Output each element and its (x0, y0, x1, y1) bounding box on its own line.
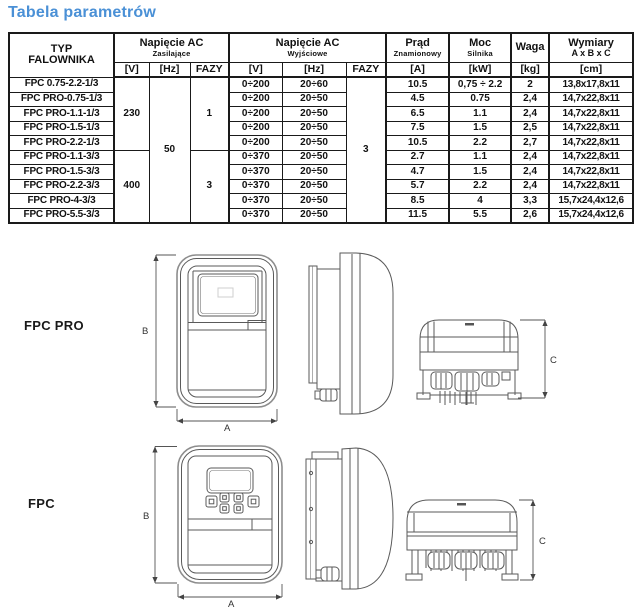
table-row: FPC PRO-5.5-3/3 0÷370 20÷50 11.5 5.5 2,6 15,7x24,4x12,6 (9, 208, 633, 223)
inverter-type: FPC PRO-1.5-3/3 (9, 165, 114, 180)
input-phases-3: 3 (190, 150, 229, 223)
table-row: FPC PRO-1.1-1/3 0÷200 20÷50 6.5 1.1 2,4 14,7x22,8x11 (9, 107, 633, 122)
fpc-front-view (178, 446, 282, 583)
inverter-type: FPC PRO-2.2-1/3 (9, 136, 114, 151)
output-phases-3: 3 (346, 77, 386, 223)
inverter-type: FPC PRO-1.5-1/3 (9, 121, 114, 136)
unit-power: [kW] (449, 63, 511, 78)
inverter-type: FPC 0.75-2.2-1/3 (9, 77, 114, 92)
dim-c-label: C (550, 355, 557, 366)
inverter-type: FPC PRO-0.75-1/3 (9, 92, 114, 107)
page-title: Tabela parametrów (8, 4, 157, 21)
fpc-dimension-b (143, 447, 177, 584)
input-frequency-50: 50 (149, 77, 190, 223)
unit-output-hz: [Hz] (282, 63, 346, 78)
fpc-dimension-c (519, 500, 546, 580)
fpc-pro-label: FPC PRO (24, 318, 84, 333)
fpc-keypad (206, 493, 259, 513)
col-header-output-voltage: Napięcie AC Wyjściowe (229, 33, 386, 63)
unit-weight: [kg] (511, 63, 549, 78)
input-voltage-230: 230 (114, 77, 149, 150)
col-header-power: Moc Silnika (449, 33, 511, 63)
fpc-label: FPC (28, 496, 55, 511)
table-row: FPC PRO-1.5-1/3 0÷200 20÷50 7.5 1.5 2,5 14,7x22,8x11 (9, 121, 633, 136)
unit-dimensions: [cm] (549, 63, 633, 78)
fpc-pro-bottom-view (417, 320, 521, 405)
fpc-technical-drawing (140, 443, 560, 609)
inverter-type: FPC PRO-1.1-3/3 (9, 150, 114, 165)
dim-a-label: A (228, 599, 235, 609)
inverter-type: FPC PRO-4-3/3 (9, 194, 114, 209)
input-phases-1: 1 (190, 77, 229, 150)
fpc-side-view (306, 448, 393, 589)
col-header-input-voltage: Napięcie AC Zasilające (114, 33, 229, 63)
col-header-weight: Waga (511, 33, 549, 63)
unit-current: [A] (386, 63, 449, 78)
fpc-pro-dimension-c (518, 320, 557, 398)
fpc-bottom-view (406, 500, 518, 581)
dim-a-label: A (224, 423, 231, 432)
dim-c-label: C (539, 536, 546, 547)
col-header-current: Prąd Znamionowy (386, 33, 449, 63)
fpc-pro-technical-drawing (140, 245, 560, 432)
inverter-type: FPC PRO-5.5-3/3 (9, 208, 114, 223)
table-row: FPC PRO-4-3/3 0÷370 20÷50 8.5 4 3,3 15,7x24,4x12,6 (9, 194, 633, 209)
dim-b-label: B (142, 326, 149, 337)
fpc-pro-front-view (177, 255, 277, 407)
fpc-pro-side-view (309, 253, 393, 414)
input-voltage-400: 400 (114, 150, 149, 223)
inverter-type: FPC PRO-1.1-1/3 (9, 107, 114, 122)
table-row: FPC PRO-1.5-3/3 0÷370 20÷50 4.7 1.5 2,4 14,7x22,8x11 (9, 165, 633, 180)
unit-output-fazy: FAZY (346, 63, 386, 78)
inverter-type: FPC PRO-2.2-3/3 (9, 179, 114, 194)
fpc-pro-dimension-a (177, 409, 277, 432)
table-row: FPC 0.75-2.2-1/3 230 50 1 0÷200 20÷60 3 10.5 0,75 ÷ 2.2 2 13,8x17,8x11 (9, 77, 633, 92)
parameters-table (8, 32, 634, 224)
table-row: FPC PRO-2.2-1/3 0÷200 20÷50 10.5 2.2 2,7 14,7x22,8x11 (9, 136, 633, 151)
table-row: FPC PRO-2.2-3/3 0÷370 20÷50 5.7 2.2 2,4 14,7x22,8x11 (9, 179, 633, 194)
fpc-dimension-a (178, 584, 282, 609)
table-row: FPC PRO-1.1-3/3 400 3 0÷370 20÷50 2.7 1.1 2,4 14,7x22,8x11 (9, 150, 633, 165)
unit-input-fazy: FAZY (190, 63, 229, 78)
fpc-pro-dimension-b (142, 255, 176, 407)
table-row: FPC PRO-0.75-1/3 0÷200 20÷50 4.5 0.75 2,4 14,7x22,8x11 (9, 92, 633, 107)
col-header-typ: TYP FALOWNIKA (9, 33, 114, 77)
dim-b-label: B (143, 511, 150, 522)
unit-output-v: [V] (229, 63, 282, 78)
unit-input-hz: [Hz] (149, 63, 190, 78)
unit-input-v: [V] (114, 63, 149, 78)
col-header-dimensions: Wymiary A x B x C (549, 33, 633, 63)
